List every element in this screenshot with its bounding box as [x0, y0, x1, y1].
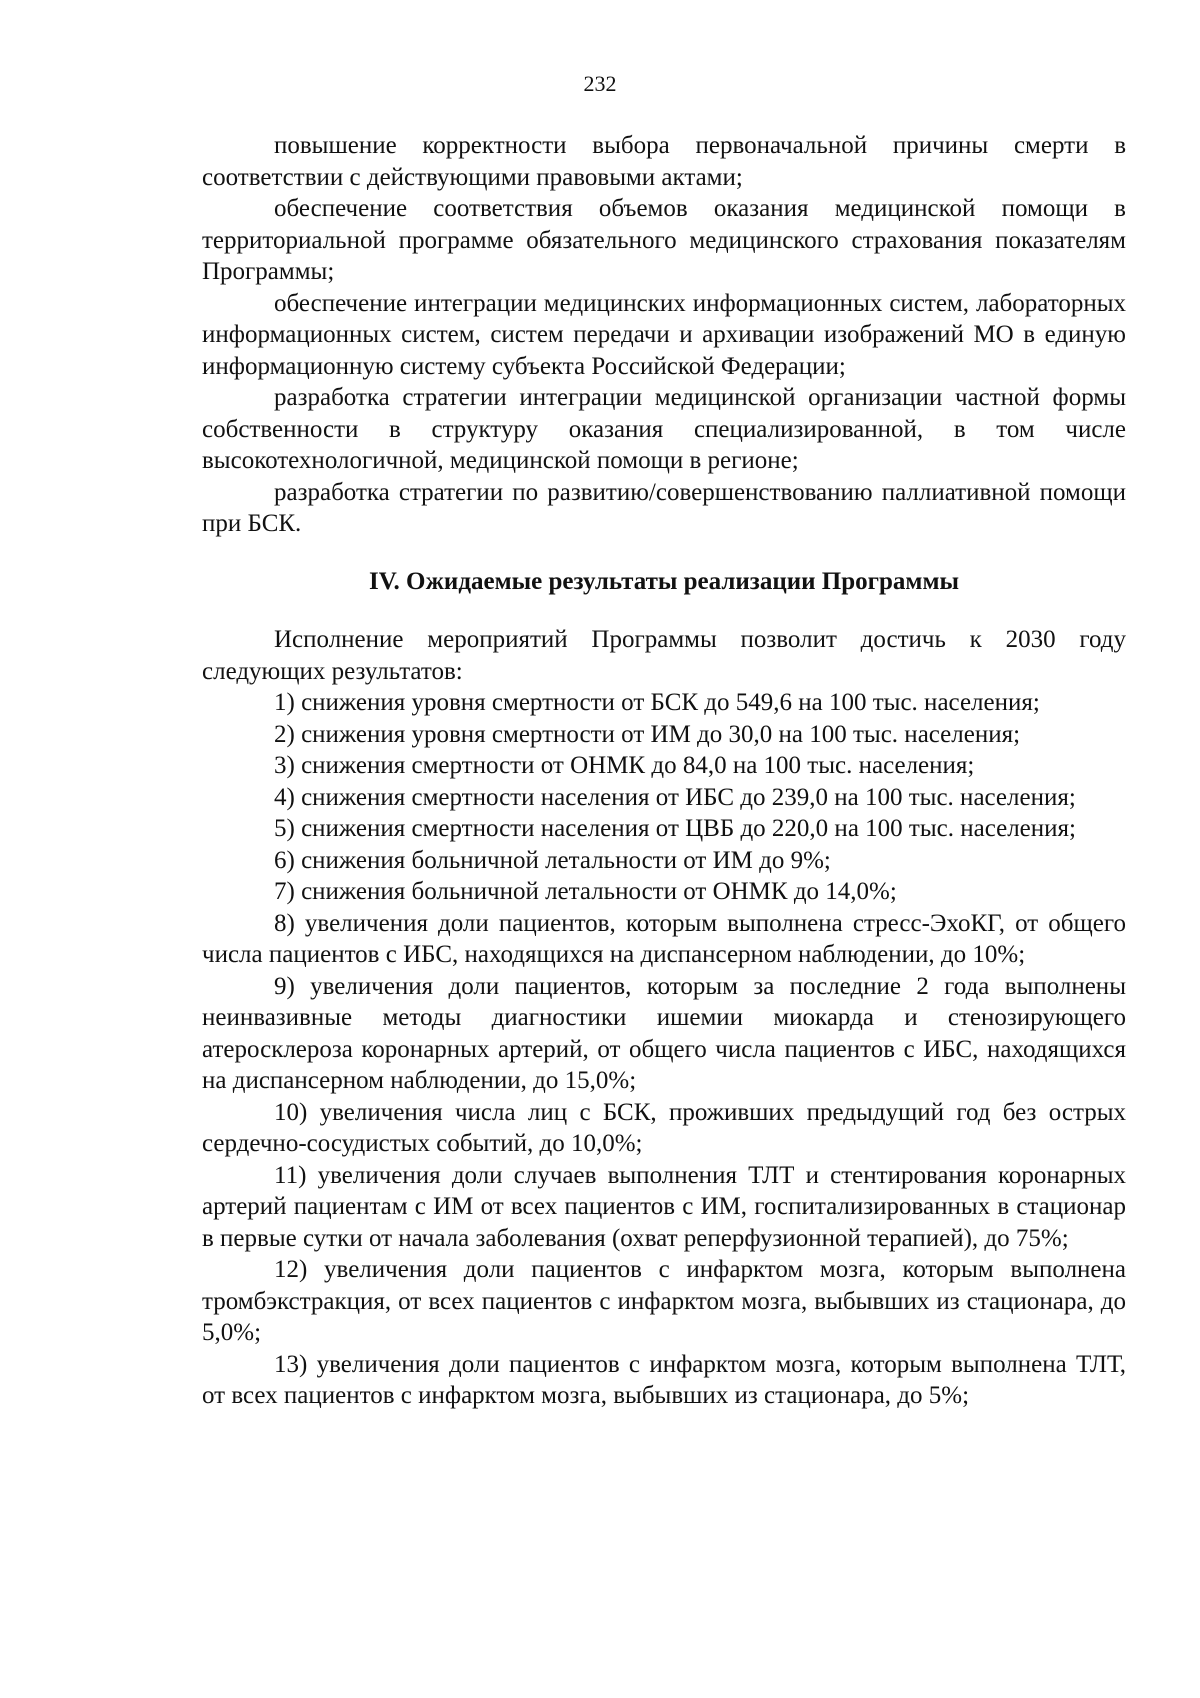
result-item: 6) снижения больничной летальности от ИМ до 9%; [274, 846, 831, 874]
intro-item: повышение корректности выбора первоначальной причины смерти в соответствии с действующими правовыми актами; [202, 132, 1126, 191]
page-number: 232 [583, 71, 617, 96]
section-lead: Исполнение мероприятий Программы позволит достичь к 2030 году следующих результатов: [202, 626, 1126, 685]
result-item: 2) снижения уровня смертности от ИМ до 30,0 на 100 тыс. населения; [274, 720, 1021, 748]
result-item: 11) увеличения доли случаев выполнения ТЛТ и стентирования коронарных артерий пациентам с ИМ от всех пациентов с ИМ, госпитализированных в стационар в первые сутки от начала заболевания (охват реперфузионной терапией), до 75%; [202, 1161, 1126, 1252]
result-item: 5) снижения смертности населения от ЦВБ до 220,0 на 100 тыс. населения; [274, 815, 1076, 842]
result-item: 12) увеличения доли пациентов с инфарктом мозга, которым выполнена тромбэкстракция, от всех пациентов с инфарктом мозга, выбывших из стационара, до 5,0%; [202, 1256, 1126, 1346]
result-item: 7) снижения больничной летальности от ОНМК до 14,0%; [274, 878, 897, 905]
result-item: 8) увеличения доли пациентов, которым выполнена стресс-ЭхоКГ, от общего числа пациентов с ИБС, находящихся на диспансерном наблюдении, до 10%; [202, 909, 1126, 968]
page-content [202, 130, 1126, 1412]
result-item: 1) снижения уровня смертности от БСК до 549,6 на 100 тыс. населения; [274, 689, 1040, 716]
result-item: 13) увеличения доли пациентов с инфарктом мозга, которым выполнена ТЛТ, от всех пациентов с инфарктом мозга, выбывших из стационара, до 5%; [202, 1350, 1126, 1409]
intro-item: обеспечение интеграции медицинских информационных систем, лабораторных информационных систем, систем передачи и архивации изображений МО в единую информационную систему субъекта Российской Федерации; [202, 289, 1126, 380]
section-heading: IV. Ожидаемые результаты реализации Программы [368, 567, 959, 595]
result-item: 4) снижения смертности населения от ИБС до 239,0 на 100 тыс. населения; [274, 783, 1076, 811]
result-item: 3) снижения смертности от ОНМК до 84,0 на 100 тыс. населения; [274, 752, 975, 779]
result-item: 9) увеличения доли пациентов, которым за последние 2 года выполнены неинвазивные методы диагностики ишемии миокарда и стенозирующего атеросклероза коронарных артерий, от общего числа пациентов с ИБС, находящихся на диспансерном наблюдении, до 15,0%; [202, 972, 1126, 1094]
intro-item: разработка стратегии по развитию/совершенствованию паллиативной помощи при БСК. [202, 478, 1126, 537]
intro-item: разработка стратегии интеграции медицинской организации частной формы собственности в структуру оказания специализированной, в том числе высокотехнологичной, медицинской помощи в регионе; [202, 384, 1126, 474]
result-item: 10) увеличения числа лиц с БСК, проживших предыдущий год без острых сердечно-сосудистых событий, до 10,0%; [202, 1098, 1126, 1157]
intro-item: обеспечение соответствия объемов оказания медицинской помощи в территориальной программе обязательного медицинского страхования показателям Программы; [202, 195, 1126, 285]
